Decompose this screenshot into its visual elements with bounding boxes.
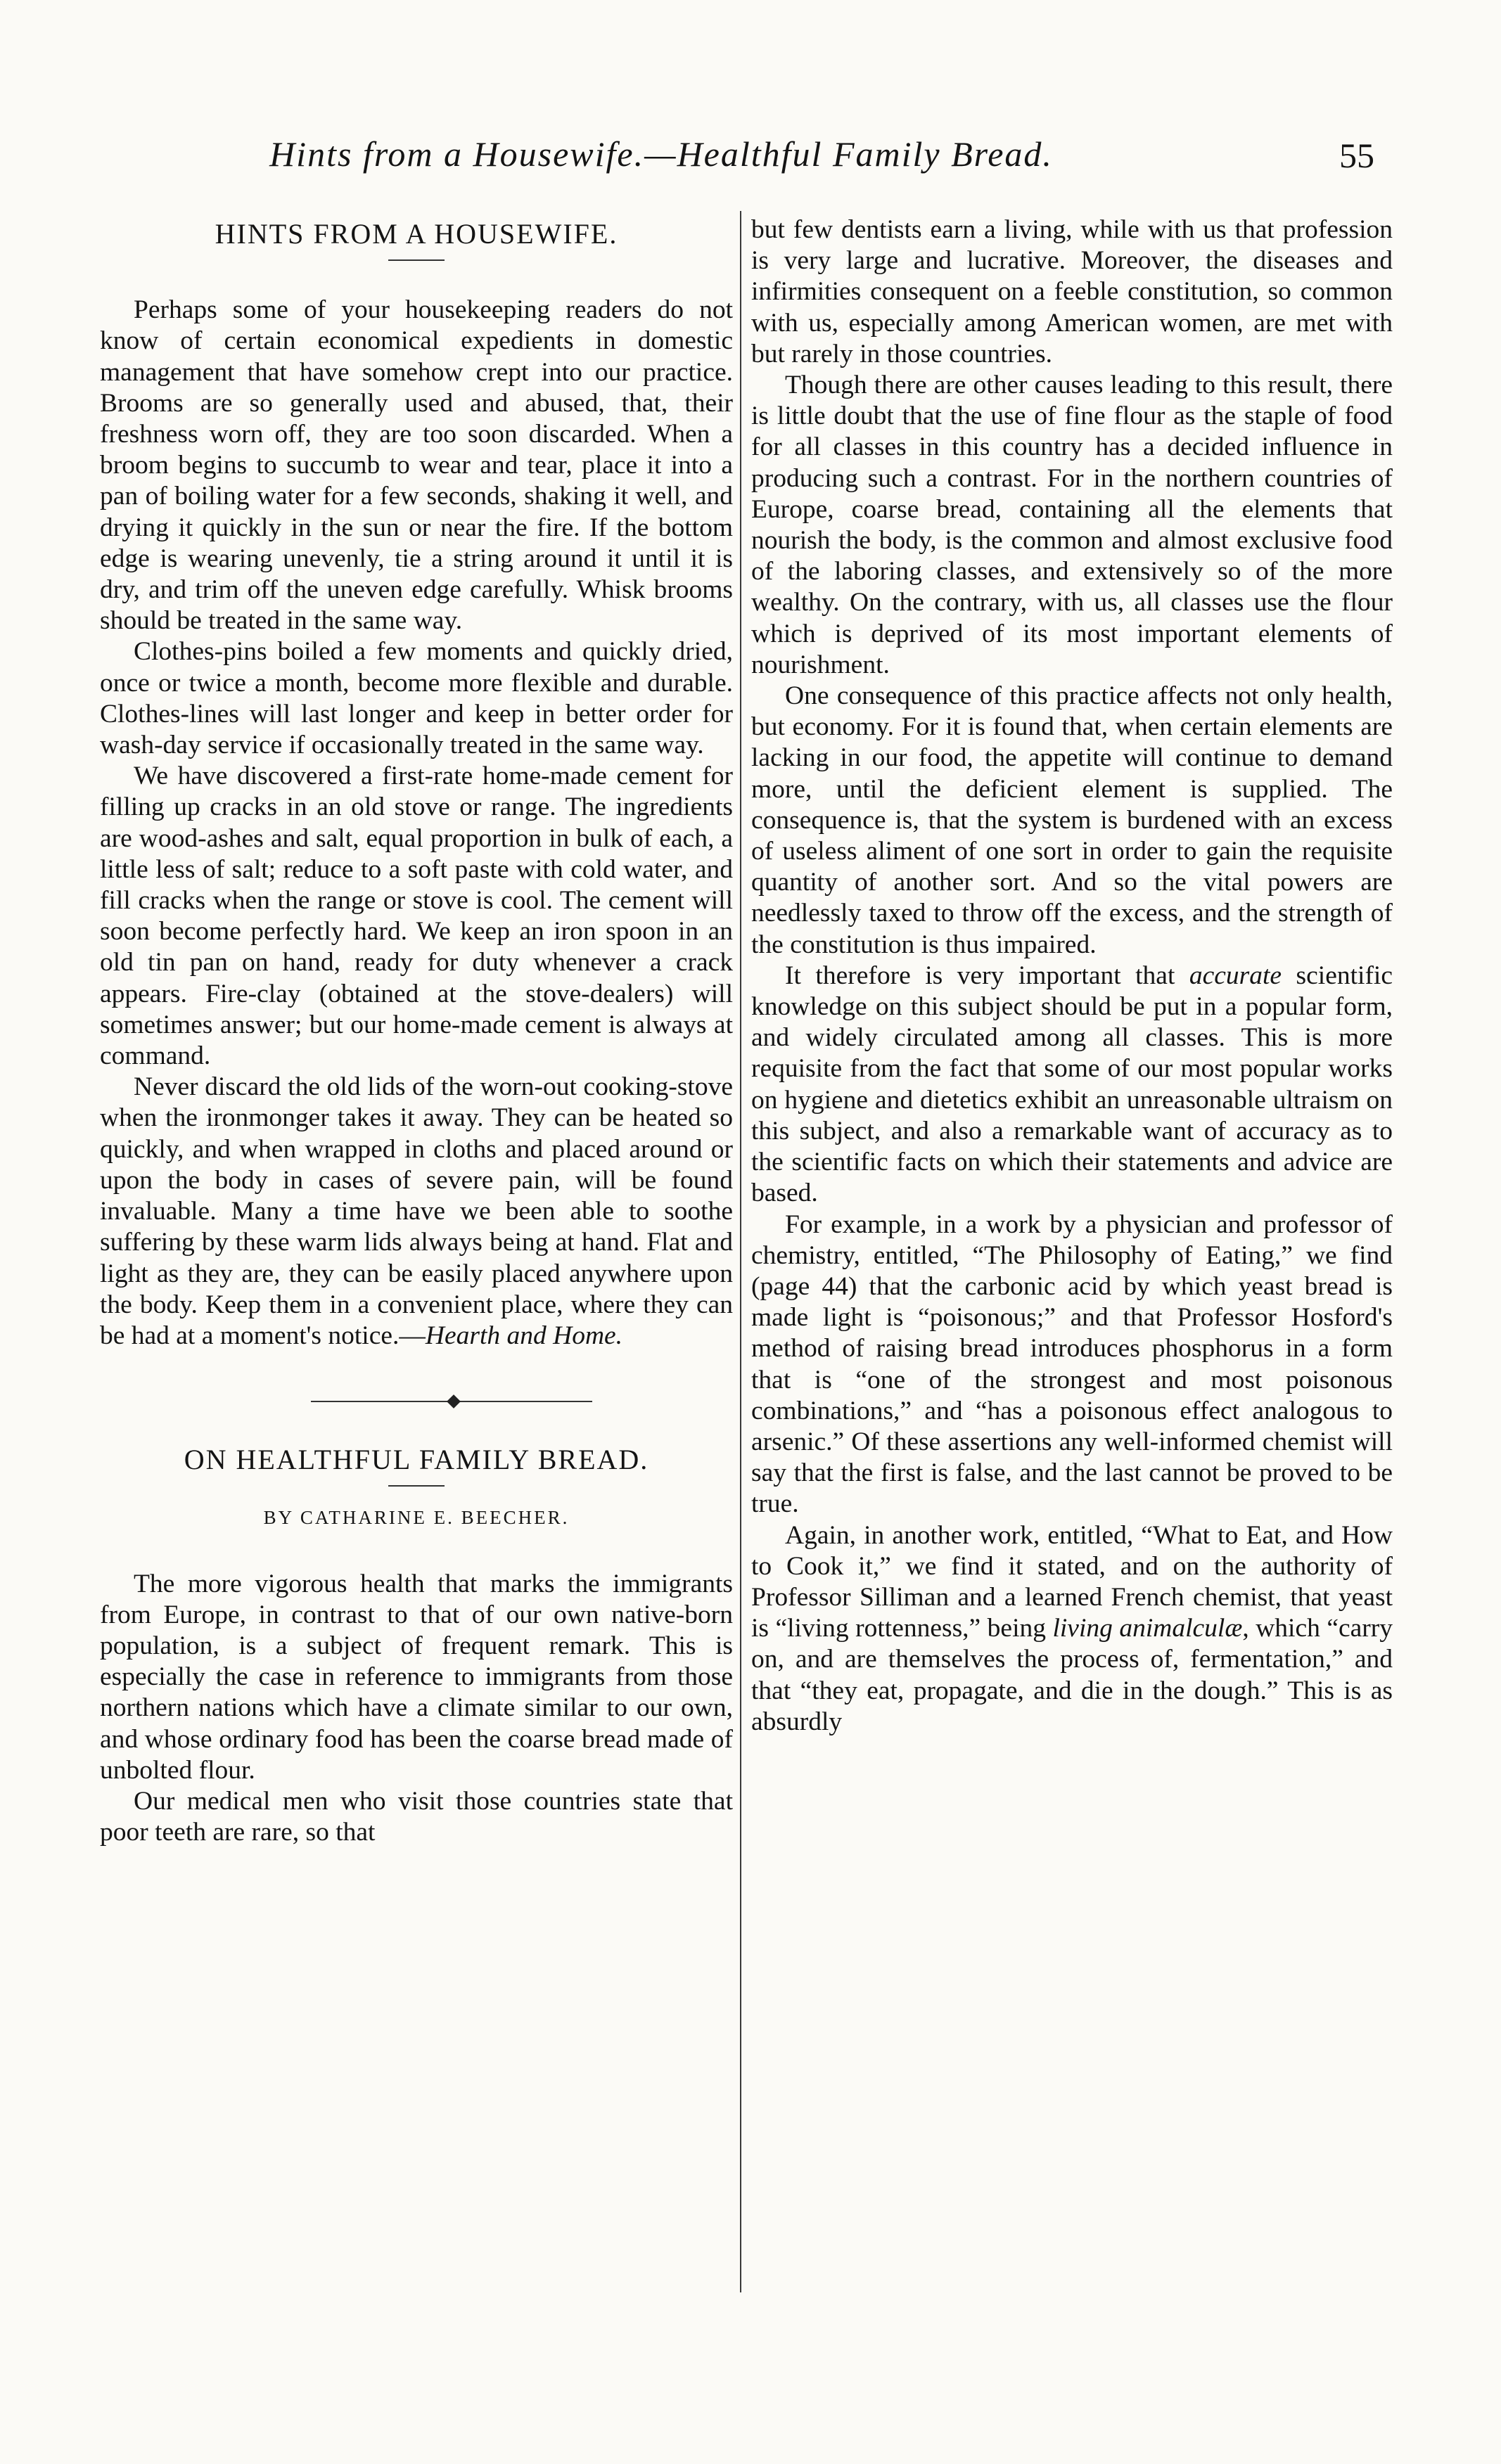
paragraph: Clothes-pins boiled a few moments and quickly dried, once or twice a month, become more flexible and durable. Clothes-lines will last longer and keep in better order for wash-day service if occasionally treated in the same way. <box>100 637 733 760</box>
paragraph: The more vigorous health that marks the immigrants from Europe, in contrast to that of our own native-born population, is a subject of frequent remark. This is especially the case in reference to immigrants from those northern nations which have a climate similar to our own, and whose ordinary food has been the coarse bread made of unbolted flour. <box>100 1569 733 1785</box>
paragraph <box>751 961 1393 1209</box>
paragraph-text: scientific knowledge on this subject should be put in a popular form, and widely circulated among all classes. This is more requisite from the fact that some of our most popular works on hygiene and dietetics exhibit an unreasonable ultraism on this subject, and also a remarkable want of accuracy as to the scientific facts on which their statements and advice are based. <box>751 961 1393 1208</box>
column-divider <box>740 211 741 2292</box>
paragraph-text: , which “carry on, and are themselves the process of, fermentation,” and that “they eat, propagate, and die in the dough.” This is as absurdly <box>751 1614 1393 1736</box>
paragraph-text: Again, in another work, entitled, “What to Eat, and How to Cook it,” we find it stated, and on the authority of Professor Silliman and a learned French chemist, that yeast is “living rottenness,” being <box>751 1520 1393 1643</box>
paragraph: For example, in a work by a physician and professor of chemistry, entitled, “The Philosophy of Eating,” we find (page 44) that the carbonic acid by which yeast bread is made light is “poisonous;” and that Professor Hosford's method of raising bread introduces phosphorus in a form that is “one of the strongest and most poisonous combinations,” and “has a poisonous effect analogous to arsenic.” Of these assertions any well-informed chemist will say that the first is false, and the last cannot be proved to be true. <box>751 1209 1393 1519</box>
title-rule <box>388 259 445 261</box>
title-rule <box>388 1485 445 1487</box>
paragraph-text: Never discard the old lids of the worn-out cooking-stove when the ironmonger takes it away. They can be heated so quickly, and when wrapped in cloths and placed around or upon the body in cases of severe pain, will be found invaluable. Many a time have we been able to soothe suffering by these warm lids always being at hand. Flat and light as they are, they can be easily placed anywhere upon the body. Keep them in a convenient place, where they can be had at a moment's notice.— <box>100 1072 733 1350</box>
paragraph: Though there are other causes leading to this result, there is little doubt that the use of fine flour as the staple of food for all classes in this country has a decided influence in producing such a contrast. For in the northern countries of Europe, coarse bread, containing all the elements that nourish the body, is the common and almost exclusive food of the laboring classes, and extensively so of the more wealthy. On the contrary, with us, all classes use the flour which is deprived of its most important elements of nourishment. <box>751 371 1393 679</box>
paragraph: We have discovered a first-rate home-made cement for filling up cracks in an old stove or range. The ingredients are wood-ashes and salt, equal proportion in bulk of each, a little less of salt; reduce to a soft paste with cold water, and fill cracks when the range or stove is cool. The cement will soon become perfectly hard. We keep an iron spoon in an old tin pan on hand, ready for duty whenever a crack appears. Fire-clay (obtained at the stove-dealers) will sometimes answer; but our home-made cement is always at command. <box>100 762 733 1071</box>
article-title-bread: ON HEALTHFUL FAMILY BREAD. <box>184 1444 649 1476</box>
paragraph: Perhaps some of your housekeeping readers do not know of certain economical expedients in domestic management that have somehow crept into our practice. Brooms are so generally used and abused, that, their freshness worn off, they are too soon discarded. When a broom begins to succumb to wear and tear, place it into a pan of boiling water for a few seconds, shaking it well, and drying it quickly in the sun or near the fire. If the bottom edge is wearing unevenly, tie a string around it until it is dry, and trim off the uneven edge carefully. Whisk brooms should be treated in the same way. <box>100 295 733 636</box>
right-column <box>751 214 1393 1738</box>
running-title: Hints from a Housewife.—Healthful Family Bread. <box>269 134 1053 174</box>
section-ornament <box>100 1391 733 1412</box>
left-column <box>100 214 733 1848</box>
paragraph <box>751 1520 1393 1738</box>
emphasis: accurate <box>1189 961 1282 990</box>
paragraph <box>100 1072 733 1352</box>
paragraph: One consequence of this practice affects not only health, but economy. For it is found that, when certain elements are lacking in our food, the appetite will continue to demand more, until the deficient element is supplied. The consequence is, that the system is burdened with an excess of useless aliment of one sort in order to gain the requisite quantity of another sort. And so the vital powers are needlessly taxed to throw off the excess, and the strength of the constitution is thus impaired. <box>751 681 1393 959</box>
byline: BY CATHARINE E. BEECHER. <box>263 1507 570 1529</box>
page-number: 55 <box>1339 136 1374 175</box>
source-credit: Hearth and Home. <box>425 1321 623 1350</box>
paragraph-text: It therefore is very important that <box>785 961 1189 990</box>
article-title-hints: HINTS FROM A HOUSEWIFE. <box>215 218 618 250</box>
paragraph-continuation: but few dentists earn a living, while with us that profession is very large and lucrative. Moreover, the diseases and infirmities consequent on a feeble constitution, so common with us, especially among American women, are met with but rarely in those countries. <box>751 215 1393 368</box>
ornament-diamond <box>447 1394 461 1409</box>
emphasis: living animalculæ <box>1052 1614 1243 1643</box>
paragraph: Our medical men who visit those countries state that poor teeth are rare, so that <box>100 1786 733 1847</box>
